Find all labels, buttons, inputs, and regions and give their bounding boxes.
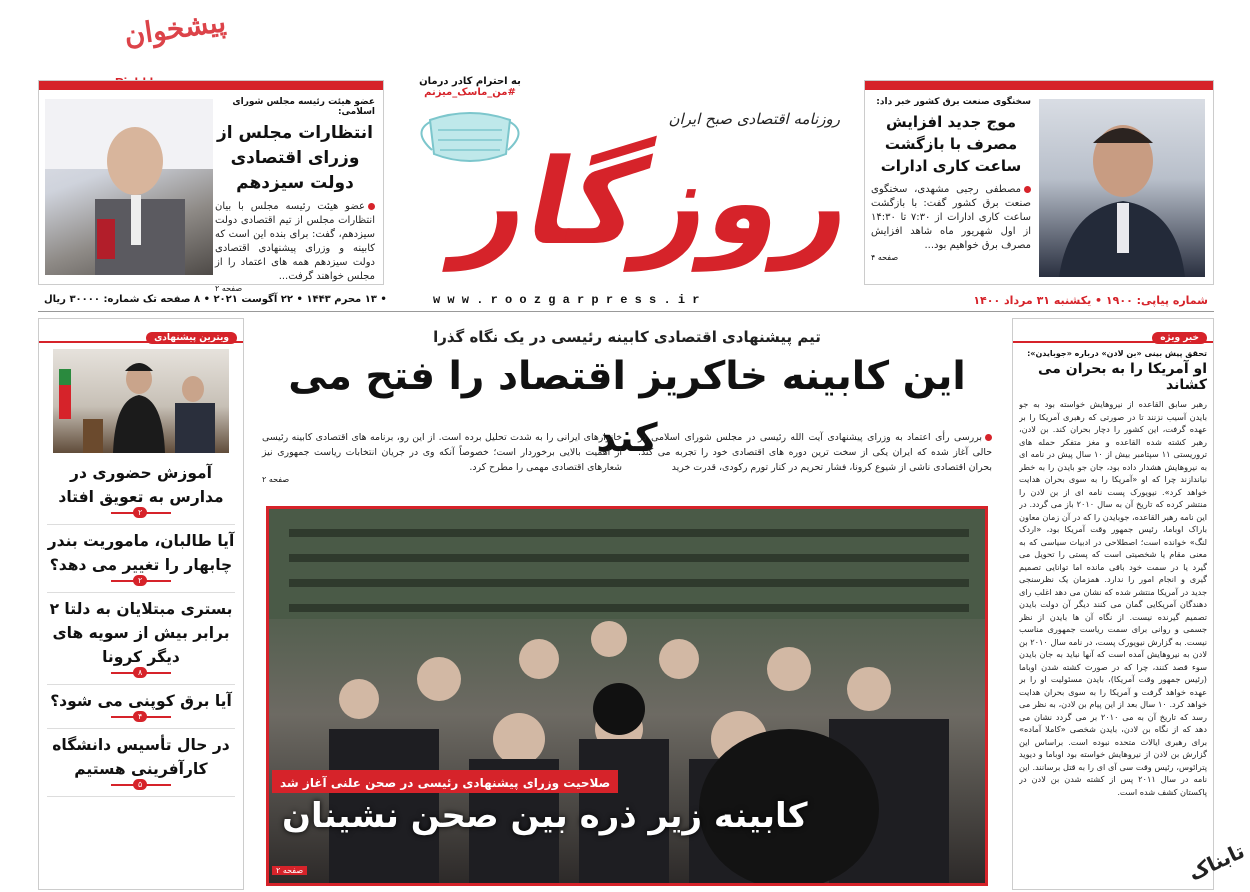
right-kicker: تحقق پیش بینی «بن لادن» درباره «جوبایدن»: (1027, 349, 1207, 358)
left-item-page-ref (111, 576, 171, 590)
top-right-body-text: مصطفی رجبی مشهدی، سخنگوی صنعت برق کشور گفت: با بازگشت ساعت کاری ادارات از ۷:۳۰ تا ۱۴:۳۰ از اول شهریور ماه شاهد افزایش مصرف برق خواهیم بود... (871, 184, 1031, 251)
portrait-illustration (1039, 99, 1205, 277)
left-item-headline[interactable]: آیا طالبان، ماموریت بندر چابهار را تغییر می دهد؟ (47, 532, 235, 574)
top-right-page-ref[interactable]: صفحه ۴ (871, 253, 899, 262)
main-headline[interactable]: این کابینه خاکریز اقتصاد را فتح می کند (288, 354, 966, 461)
left-item-page-ref (111, 780, 171, 794)
top-left-page-ref[interactable]: صفحه ۲ (215, 284, 243, 293)
left-column (38, 318, 244, 890)
right-headline[interactable]: او آمریکا را به بحران می کشاند (1038, 361, 1207, 393)
left-items (39, 453, 243, 801)
photo-headline[interactable]: کابینه زیر ذره بین صحن نشینان (282, 796, 808, 836)
mask-caption-1: به احترام کادر درمان (419, 76, 521, 87)
date-info: • ۱۳ محرم ۱۴۴۳ • ۲۲ آگوست ۲۰۲۱ • ۸ صفحه تک شماره: ۳۰۰۰۰ ریال (44, 294, 387, 305)
mask-caption-2: #من_ماسک_میزنم (424, 87, 516, 98)
top-right-headline[interactable]: موج جدید افزایش مصرف با بازگشت ساعت کاری ادارات (880, 113, 1022, 175)
left-item-page-ref (111, 508, 171, 522)
main-col1-text: بررسی رأی اعتماد به وزرای پیشنهادی آیت الله رئیسی در مجلس شورای اسلامی در حالی آغاز شده که ایران یکی از سخت ترین دوره های اقتصادی خود را تجربه می کند. بحران اقتصادی ناشی از شیوع کرونا، فشار تحریم در کنار تورم رکودی، قدرت خرید (638, 432, 992, 473)
page-number-badge: ۵ (133, 779, 147, 790)
watermark-text: پیشخوان (122, 5, 228, 52)
portrait-illustration (45, 99, 213, 275)
main-col2-text: خانوارهای ایرانی را به شدت تحلیل برده است. از این رو، برنامه های اقتصادی کابینه رئیسی از اهمیت بالایی برخوردار است؛ خصوصاً آنکه وی در جریان انتخابات ریاست جمهوری نیز شعارهای اقتصادی مهمی را مطرح کرد. (262, 432, 622, 473)
left-section-pill (146, 332, 237, 344)
meeting-illustration (53, 349, 229, 453)
page-number-badge: ۲ (133, 575, 147, 586)
top-left-red-bar (39, 81, 383, 90)
left-item[interactable] (47, 525, 235, 593)
top-left-photo (45, 99, 213, 275)
bullet-icon (985, 434, 992, 441)
top-left-body (215, 200, 375, 284)
photo-caption-kicker-text: صلاحیت وزرای پیشنهادی رئیسی در صحن علنی آغاز شد (280, 776, 611, 790)
masthead (390, 72, 867, 288)
left-item-page-ref (111, 712, 171, 726)
left-item[interactable] (47, 685, 235, 729)
newspaper-logo: روزگار (447, 133, 867, 271)
left-item[interactable] (47, 593, 235, 685)
left-item[interactable] (47, 729, 235, 797)
top-right-photo (1039, 99, 1205, 277)
top-left-body-text: عضو هیئت رئیسه مجلس با بیان انتظارات مجلس از تیم اقتصادی دولت سیزدهم، گفت: برای بنده این است که کابینه و وزرای پیشنهادی اقتصادی دولت سیزدهم همه های اعتماد را از مجلس خواهند گرفت... (215, 201, 375, 282)
page-number-badge: ۲ (133, 507, 147, 518)
tagline: روزنامه اقتصادی صبح ایران (668, 110, 840, 128)
top-right-kicker: سخنگوی صنعت برق کشور خبر داد: (876, 97, 1031, 107)
left-item-headline[interactable]: در حال تأسیس دانشگاه کارآفرینی هستیم (52, 736, 230, 778)
right-column (1012, 318, 1214, 890)
photo-caption-kicker (272, 770, 618, 793)
page-number-badge: ۴ (133, 711, 147, 722)
right-section-label: خبر ویژه (1160, 333, 1199, 343)
left-item-page-ref (111, 668, 171, 682)
website[interactable]: w w w . r o o z g a r p r e s s . i r (433, 293, 700, 307)
top-right-teaser (864, 80, 1214, 285)
main-kicker: تیم پیشنهادی اقتصادی کابینه رئیسی در یک نگاه گذرا (433, 328, 821, 346)
top-left-teaser (38, 80, 384, 293)
right-body: رهبر سابق القاعده از نیروهایش خواسته بود به جو بایدن آسیب نزنند تا در صورتی که رهبری آمریکا را بر عهده گرفت، این کشور را دچار بحران کند. بن لادن، رهبر کشته شده القاعده و مغز متفکر حمله های تروریستی ۱۱ سپتامبر بیش از ۱۰ سال پیش در نامه ای به نیروهایش هشدار داده بود، جان جو بایدن را به خطر نیاندازند چرا که او «آمریکا را به سوی بحران هدایت خواهد کرد». نیویورک پست نامه ای از بن لادن را منتشر کرده که تاریخ آن به سال ۲۰۱۰ باز می گردد. در این نامه رهبر القاعده، جوبایدن را که در آن زمان معاون باراک اوباما، رئیس جمهور وقت آمریکا بود، «اردک لنگ» خوانده است؛ اصطلاحی در ادبیات سیاسی که به معنی مقام یا شخصیتی است که پستی را تحویل می گیرد یا در سمت خود باقی مانده اما توانایی تصمیم گیری و انجام امور را ندارد. همزمان یک نظرسنجی جدید در آمریکا منتشر شده که نشان می دهد اغلب رای دهندگان آمریکایی گمان می کنند دیگر آن دولت بایدن تصمیم گیرنده نیست. از نگاه آن ها بایدن از نظر جسمی و روانی برای سمت ریاست جمهوری مناسب نیست. به گزارش نیویورک پست، در نامه سال ۲۰۱۰ بن لادن به نیروهایش آمده است که آنها نباید به جان بایدن سوء قصد کنند، چرا که در صورت کشته شدن اوباما (رئیس جمهور وقت آمریکا)، بایدن مسئولیت او را بر عهده خواهد گرفت و آمریکا را به سوی بحران هدایت خواهد کرد. ۱۰ سال بعد از این پیام بن لادن، به نظر می رسد که تاریخ آن به می ۲۰۱۰ بر می گردد نشان می دهد که از نگاه بن لادن، بایدن شخصی «کاملا آماده» برای رهبری ایالات متحده نبوده است. براساس این گزارش بن لادن از نیروهایش خواسته بود اوباما و دیوید پترائوس، رئیس وقت سی آی ای را به قتل برسانند. این نامه در سال ۲۰۱۱ پس از کشته شدن بن لادن در پاکستان کشف شده است. (1019, 399, 1207, 797)
left-item-headline[interactable]: بستری مبتلایان به دلتا ۲ برابر بیش از سویه های دیگر کرونا (49, 600, 233, 666)
issue-info: شماره پیاپی: ۱۹۰۰ • یکشنبه ۳۱ مرداد ۱۴۰۰ (973, 294, 1208, 307)
top-right-body (871, 183, 1031, 253)
top-left-kicker: عضو هیئت رئیسه مجلس شورای اسلامی: (232, 97, 375, 117)
left-item-headline[interactable]: آموزش حضوری در مدارس به تعویق افتاد (58, 464, 224, 506)
main-col1 (638, 430, 992, 475)
left-item-headline[interactable]: آیا برق کوپنی می شود؟ (50, 692, 232, 710)
photo-page-ref[interactable]: صفحه ۲ (272, 866, 307, 875)
left-photo (53, 349, 229, 453)
page-number-badge: ۸ (133, 667, 147, 678)
top-left-headline[interactable]: انتظارات مجلس از وزرای اقتصادی دولت سیزدهم (217, 123, 373, 193)
left-item[interactable] (47, 457, 235, 525)
main-page-ref[interactable]: صفحه ۲ (262, 475, 290, 484)
right-section-pill (1152, 332, 1207, 344)
info-strip (38, 292, 1214, 312)
bullet-icon (1024, 186, 1031, 193)
tabnak-watermark: تابناک (1184, 838, 1249, 886)
bullet-icon (368, 203, 375, 210)
main-story (262, 318, 992, 890)
main-col2 (262, 430, 622, 484)
left-section-label: ویترین پیشنهادی (154, 333, 229, 343)
top-right-red-bar (865, 81, 1213, 90)
